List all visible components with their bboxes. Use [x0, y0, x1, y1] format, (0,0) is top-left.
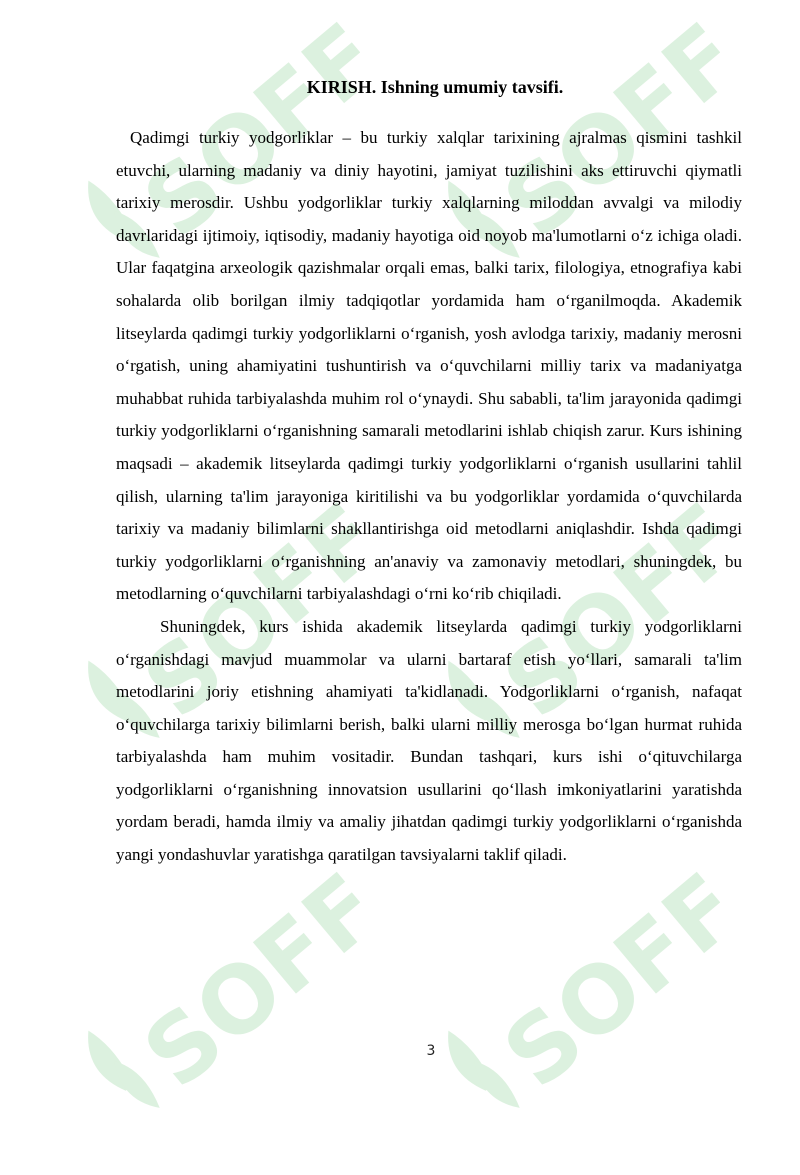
- page-number: 3: [426, 1043, 436, 1059]
- svg-text:SOFF: SOFF: [484, 870, 720, 1109]
- svg-text:SOFF: SOFF: [484, 20, 720, 259]
- svg-text:SOFF: SOFF: [124, 20, 360, 259]
- svg-text:SOFF: SOFF: [124, 870, 360, 1109]
- paragraph-intro: Qadimgi turkiy yodgorliklar – bu turkiy xalqlar tarixining ajralmas qismini tashkil etuvchi, ularning madaniy va diniy hayotini, jamiyat tuzilishini aks ettiruvchi qiymatli tarixiy merosdir. Ushbu yodgorliklar turkiy xalqlarning miloddan avvalgi va milodiy davrlaridagi ijtimoiy, iqtisodiy, madaniy hayotiga oid noyob ma'lumotlarni oʻz ichiga oladi. Ular faqatgina arxeologik qazishmalar orqali emas, balki tarix, filologiya, etnografiya kabi sohalarda olib borilgan ilmiy tadqiqotlar yordamida ham oʻrganilmoqda. Akademik litseylarda qadimgi turkiy yodgorliklarni oʻrganish, yosh avlodga tarixiy, madaniy merosni oʻrgatish, uning ahamiyatini tushuntirish va oʻquvchilarni milliy tarix va madaniyatga muhabbat ruhida tarbiyalashda muhim rol oʻynaydi. Shu sababli, ta'lim jarayonida qadimgi turkiy yodgorliklarni oʻrganishning samarali metodlarini ishlab chiqish zarur. Kurs ishining maqsadi – akademik litseylarda qadimgi turkiy yodgorliklarni oʻrganish usullarini tahlil qilish, ularning ta'lim jarayoniga kiritilishi va bu yodgorliklar yordamida oʻquvchilarda tarixiy va madaniy bilimlarni shakllantirishga oid metodlarni aniqlashdir. Ishda qadimgi turkiy yodgorliklarni oʻrganishning an'anaviy va zamonaviy metodlari, shuningdek, bu metodlarning oʻquvchilarni tarbiyalashdagi oʻrni koʻrib chiqiladi.: [116, 128, 742, 604]
- document-body: [116, 74, 742, 872]
- soff-watermark-icon: [60, 870, 360, 1170]
- soff-watermark-icon: [420, 870, 720, 1170]
- paragraph-second: Shuningdek, kurs ishida akademik litseylarda qadimgi turkiy yodgorliklarni oʻrganishdagi mavjud muammolar va ularni bartaraf etish yoʻllari, samarali ta'lim metodlarini joriy etishning ahamiyati ta'kidlanadi. Yodgorliklarni oʻrganish, nafaqat oʻquvchilarga tarixiy bilimlarni berish, balki ularni milliy merosga boʻlgan hurmat ruhida tarbiyalashda ham muhim vositadir. Bundan tashqari, kurs ishi oʻqituvchilarga yodgorliklarni oʻrganishning innovatsion usullarini qoʻllash imkoniyatlarini yaratishda yordam beradi, hamda ilmiy va amaliy jihatdan qadimgi turkiy yodgorliklarni oʻrganishda yangi yondashuvlar yaratishga qaratilgan tavsiyalarni taklif qiladi.: [116, 616, 742, 865]
- svg-text:SOFF: SOFF: [124, 500, 360, 739]
- svg-text:SOFF: SOFF: [484, 500, 720, 739]
- section-title: KIRISH. Ishning umumiy tavsifi.: [306, 77, 564, 97]
